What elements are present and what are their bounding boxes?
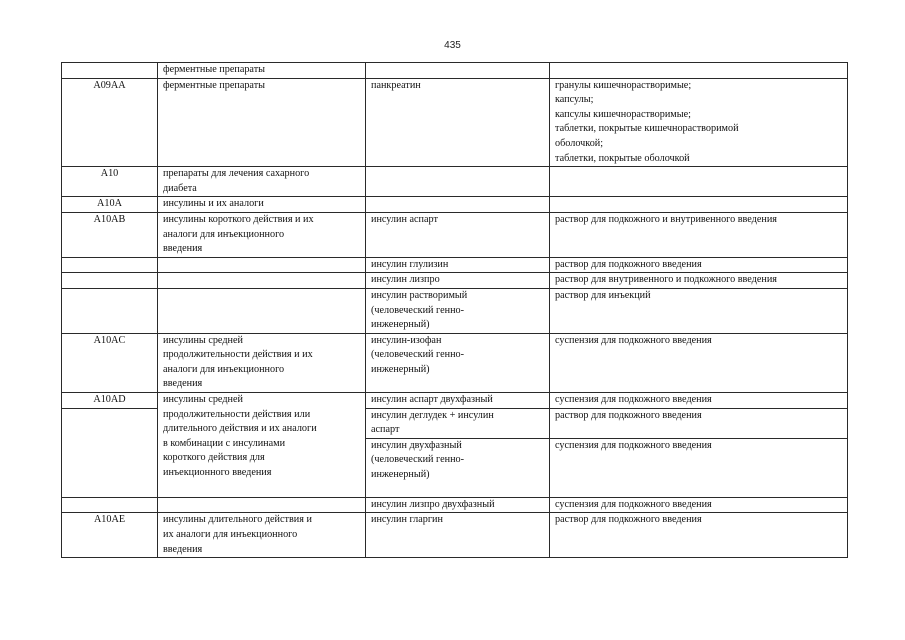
group-cell: инсулины длительного действия и их аналоги для инъекционного введения <box>158 513 366 558</box>
form-cell <box>550 63 848 79</box>
group-cell: ферментные препараты <box>158 78 366 167</box>
form-cell: раствор для подкожного и внутривенного введения <box>550 212 848 257</box>
drug-table <box>61 62 848 558</box>
form-cell: раствор для инъекций <box>550 288 848 333</box>
group-cell <box>158 273 366 289</box>
group-cell: инсулины средней продолжительности действия и их аналоги для инъекционного введения <box>158 333 366 392</box>
drug-cell: инсулин двухфазный (человеческий генно- инженерный) <box>366 438 550 497</box>
atc-code-cell: A10AD <box>62 393 158 409</box>
form-cell: раствор для внутривенного и подкожного введения <box>550 273 848 289</box>
atc-code-cell: A10AE <box>62 513 158 558</box>
form-cell: суспензия для подкожного введения <box>550 438 848 497</box>
form-cell: раствор для подкожного введения <box>550 408 848 438</box>
atc-code-cell: A10AB <box>62 212 158 257</box>
atc-code-cell <box>62 63 158 79</box>
table-row <box>62 78 848 167</box>
drug-cell <box>366 167 550 197</box>
table-row <box>62 212 848 257</box>
group-cell <box>158 497 366 513</box>
form-cell: суспензия для подкожного введения <box>550 497 848 513</box>
table-row <box>62 393 848 409</box>
group-cell: инсулины средней продолжительности действия или длительного действия и их аналоги в комбинации с инсулинами короткого действия для инъекционного введения <box>158 393 366 498</box>
drug-cell <box>366 197 550 213</box>
group-cell: ферментные препараты <box>158 63 366 79</box>
drug-cell: инсулин лизпро <box>366 273 550 289</box>
atc-code-cell: A09AA <box>62 78 158 167</box>
page-number: 435 <box>444 40 461 51</box>
form-cell: суспензия для подкожного введения <box>550 333 848 392</box>
table-row <box>62 273 848 289</box>
atc-code-cell <box>62 257 158 273</box>
table-row <box>62 167 848 197</box>
group-cell <box>158 257 366 273</box>
group-cell: инсулины короткого действия и их аналоги для инъекционного введения <box>158 212 366 257</box>
drug-cell: инсулин лизпро двухфазный <box>366 497 550 513</box>
drug-cell: инсулин-изофан (человеческий генно- инженерный) <box>366 333 550 392</box>
form-cell: раствор для подкожного введения <box>550 257 848 273</box>
form-cell: гранулы кишечнорастворимые; капсулы; капсулы кишечнорастворимые; таблетки, покрытые кишечнорастворимой оболочкой; таблетки, покрытые оболочкой <box>550 78 848 167</box>
group-cell: инсулины и их аналоги <box>158 197 366 213</box>
table-row <box>62 513 848 558</box>
drug-cell: инсулин деглудек + инсулин аспарт <box>366 408 550 438</box>
table-row <box>62 257 848 273</box>
group-cell: препараты для лечения сахарного диабета <box>158 167 366 197</box>
table-row <box>62 288 848 333</box>
table-row <box>62 497 848 513</box>
form-cell <box>550 197 848 213</box>
atc-code-cell: A10A <box>62 197 158 213</box>
form-cell <box>550 167 848 197</box>
drug-cell: инсулин растворимый (человеческий генно- инженерный) <box>366 288 550 333</box>
atc-code-cell: A10 <box>62 167 158 197</box>
table-row <box>62 333 848 392</box>
table-row <box>62 197 848 213</box>
atc-code-cell <box>62 288 158 333</box>
drug-cell: инсулин аспарт <box>366 212 550 257</box>
drug-cell: инсулин гларгин <box>366 513 550 558</box>
group-cell <box>158 288 366 333</box>
atc-code-cell <box>62 408 158 497</box>
table-row <box>62 63 848 79</box>
form-cell: раствор для подкожного введения <box>550 513 848 558</box>
form-cell: суспензия для подкожного введения <box>550 393 848 409</box>
drug-cell <box>366 63 550 79</box>
drug-cell: инсулин глулизин <box>366 257 550 273</box>
drug-cell: панкреатин <box>366 78 550 167</box>
atc-code-cell <box>62 497 158 513</box>
atc-code-cell: A10AC <box>62 333 158 392</box>
drug-cell: инсулин аспарт двухфазный <box>366 393 550 409</box>
atc-code-cell <box>62 273 158 289</box>
